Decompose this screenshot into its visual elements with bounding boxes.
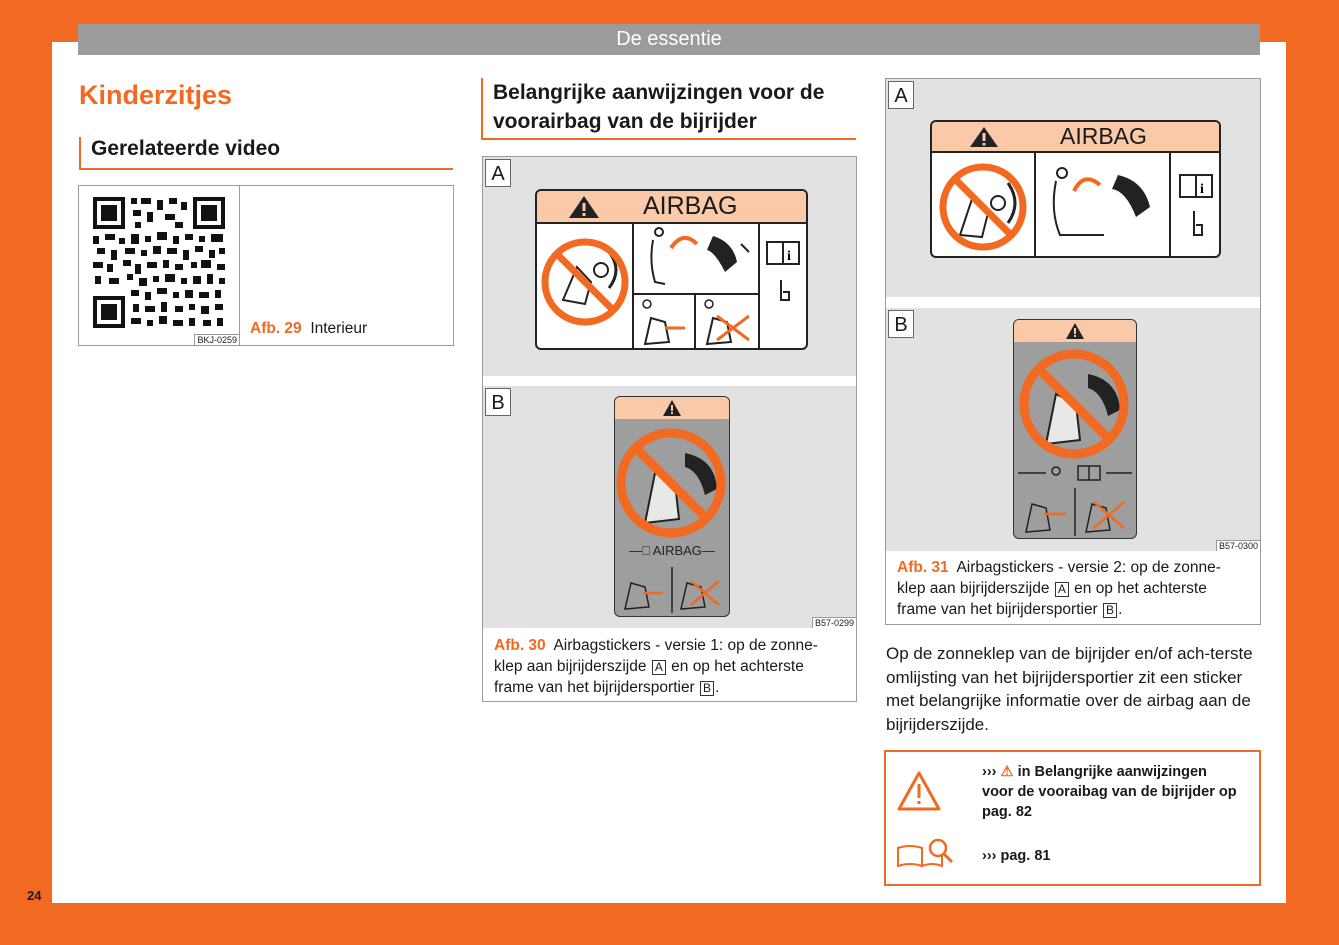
video-figure <box>78 185 454 346</box>
panel-a <box>886 79 1260 297</box>
sticker-header <box>615 397 729 419</box>
reference-note-box <box>884 750 1261 886</box>
airbag-deploy-icon <box>651 228 749 284</box>
no-rear-facing-seat-icon <box>615 423 729 543</box>
qr-code[interactable] <box>79 186 240 345</box>
sticker-b-airbag-row: —⎕ AIRBAG— <box>629 543 715 558</box>
page-reference[interactable]: ››› pag. 81 <box>982 848 1051 864</box>
book-info-icon <box>767 242 799 300</box>
figure-caption-text: Airbagstickers - versie 2: op de zonne-klep aan bijrijderszijde <box>897 559 1221 597</box>
airbag-deploy-icon <box>1054 168 1150 235</box>
figure-31 <box>885 78 1261 625</box>
figure-label: Afb. 30 <box>494 637 546 654</box>
warning-triangle-icon <box>662 399 682 417</box>
warning-triangle-icon <box>567 194 601 220</box>
figure-caption-text: Interieur <box>310 320 368 337</box>
ref-arrows: ››› <box>982 764 997 780</box>
header-bar: De essentie <box>78 24 1260 55</box>
airbag-sticker-b <box>614 396 730 617</box>
sticker-header <box>932 122 1219 153</box>
qr-code-icon <box>79 186 239 345</box>
panel-b <box>886 308 1260 551</box>
svg-text:i: i <box>1200 182 1204 197</box>
figure-caption <box>897 557 1249 620</box>
sticker-pictograms <box>537 222 808 350</box>
key-b-box: B <box>700 681 714 696</box>
figure-code: BKJ-0259 <box>194 334 239 345</box>
figure-label: Afb. 29 <box>250 320 302 337</box>
subsection-title: Gerelateerde video <box>79 137 453 170</box>
panel-letter-a: A <box>485 159 511 187</box>
no-rear-facing-seat-icon <box>943 167 1023 247</box>
warning-ref-text: in Belangrijke aanwijzingen voor de vooraibag van de bijrijder op pag. 82 <box>982 764 1237 820</box>
panel-a <box>483 157 856 376</box>
figure-caption-end: . <box>1118 601 1123 618</box>
child-seat-front-icon <box>643 300 685 344</box>
figure-30 <box>482 156 857 702</box>
svg-text:i: i <box>787 249 791 264</box>
book-icon: —⎕ <box>629 543 653 558</box>
warning-triangle-icon <box>1065 322 1085 340</box>
warning-triangle-icon <box>968 125 1000 149</box>
airbag-heading: Belangrijke aanwijzingen voor de voorairbag van de bijrijder <box>481 78 856 140</box>
figure-code: B57-0299 <box>812 617 856 628</box>
sticker-title: AIRBAG <box>643 192 738 220</box>
airbag-sticker-b <box>1013 319 1137 539</box>
key-a-box: A <box>1055 582 1069 597</box>
no-rear-facing-seat-icon <box>1014 344 1136 464</box>
figure-caption-end: . <box>715 679 720 696</box>
child-seat-icons <box>1014 486 1136 538</box>
figure-caption-text-2: en op het achterste frame van het bijrijdersportier <box>897 580 1207 618</box>
panel-letter-b: B <box>888 310 914 338</box>
inline-warning-icon: ⚠ <box>1000 764 1014 780</box>
sticker-pictograms <box>932 151 1221 258</box>
key-a-box: A <box>652 660 666 675</box>
warning-triangle-icon <box>896 770 942 812</box>
child-book-row-icon <box>1014 463 1136 483</box>
figure-code: B57-0300 <box>1216 540 1260 551</box>
sticker-header <box>537 191 806 224</box>
figure-label: Afb. 31 <box>897 559 949 576</box>
book-search-icon <box>894 836 956 870</box>
page-number: 24 <box>27 888 42 903</box>
body-paragraph: Op de zonneklep van de bijrijder en/of ach-terste omlijsting van het bijrijdersportier zit een sticker met belangrijke informatie over de airbag aan de bijrijderszijde. <box>886 644 1253 734</box>
sticker-b-title: AIRBAG <box>652 543 702 558</box>
book-info-icon <box>1180 175 1212 235</box>
key-b-box: B <box>1103 603 1117 618</box>
child-seat-crossed-icon <box>705 300 749 344</box>
section-title: Kinderzitjes <box>79 80 233 110</box>
airbag-sticker-a <box>930 120 1221 258</box>
panel-letter-b: B <box>485 388 511 416</box>
figure-caption <box>494 635 844 698</box>
warning-reference[interactable] <box>982 762 1242 822</box>
panel-b <box>483 386 856 628</box>
panel-letter-a: A <box>888 81 914 109</box>
airbag-sticker-a <box>535 189 808 350</box>
figure-caption <box>250 318 367 339</box>
no-rear-facing-seat-icon <box>545 242 625 322</box>
sticker-header <box>1014 320 1136 342</box>
child-seat-icons <box>615 565 729 615</box>
figure-caption-text: Airbagstickers - versie 1: op de zonne-klep aan bijrijderszijde <box>494 637 818 675</box>
figure-caption-text-2: en op het achterste frame van het bijrijdersportier <box>494 658 804 696</box>
sticker-title: AIRBAG <box>1060 123 1147 149</box>
